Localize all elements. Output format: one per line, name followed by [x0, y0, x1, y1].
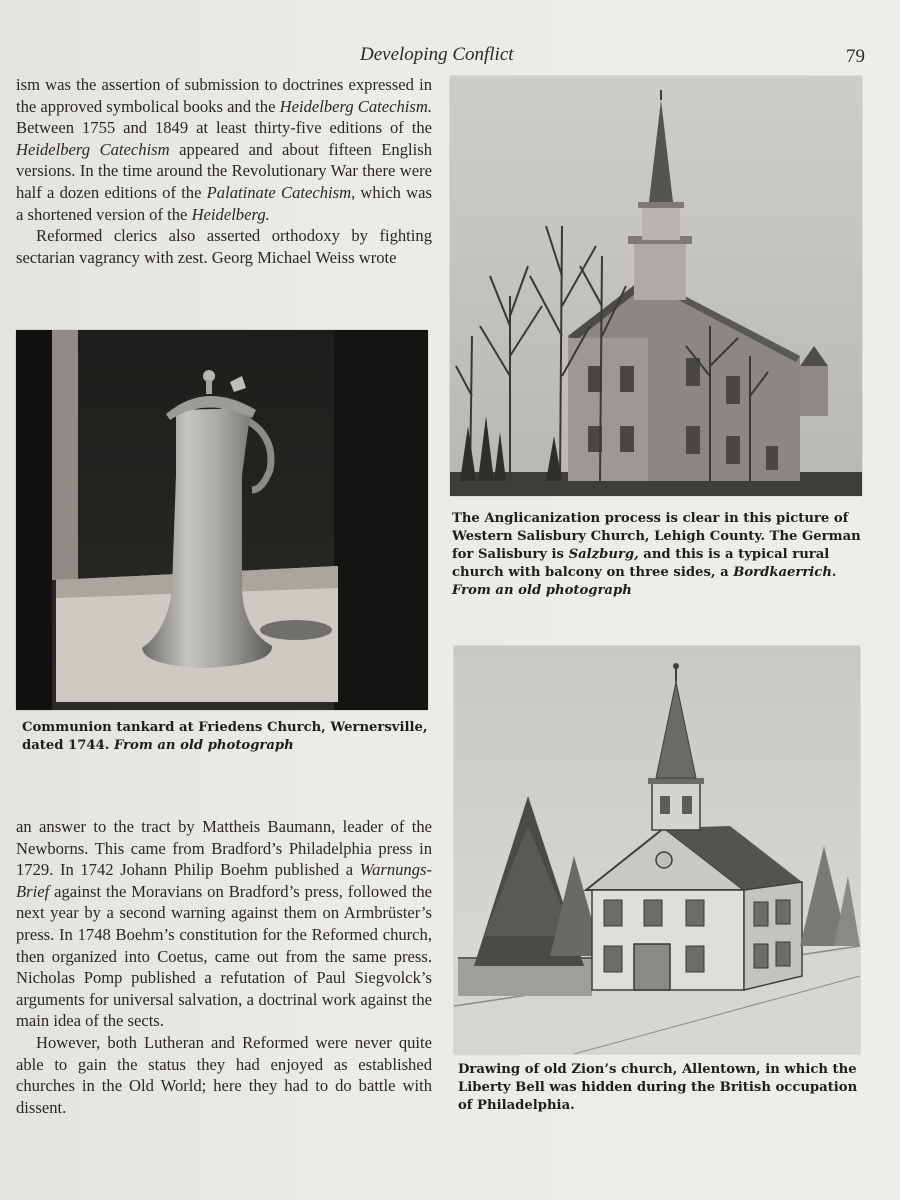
- caption-text: The Anglicanization process is clear in this picture of Western Salisbury Church, Lehigh County. The German for Salisbury is: [452, 511, 861, 562]
- tankard-illustration: [16, 330, 428, 710]
- paragraph: [16, 74, 432, 225]
- caption-source: Bordkaerrich. From an old photograph: [452, 565, 837, 598]
- body-text-bottom: [16, 816, 432, 1118]
- text-run: Between 1755 and 1849 at least thirty-five editions of the: [16, 118, 432, 138]
- body-text-top: [16, 74, 432, 268]
- italic-title: Heidelberg Catechism: [16, 139, 170, 159]
- text-run: which was a shortened version of the: [16, 182, 432, 224]
- caption-italic: Salzburg,: [568, 547, 639, 562]
- caption-source: From an old photograph: [113, 738, 294, 753]
- page-number: 79: [846, 46, 865, 67]
- text-run: against the Moravians on Bradford’s press, followed the next year by a second warning against them on Armbrüster’s press. In 1748 Boehm’s constitution for the Reformed church, then organized into Coetus, came out from the same press. Nicholas Pomp published a refutation of Paul Siegvolck’s arguments for universal salvation, a doctrinal work against the main idea of the sects.: [16, 881, 432, 1031]
- text-run: appeared and about fifteen English versions. In the time around the Revolutionary War there were half a dozen editions of the: [16, 139, 433, 202]
- zion-caption: Drawing of old Zion’s church, Allentown, in which the Liberty Bell was hidden during the British occupation of Philadelphia.: [458, 1062, 858, 1113]
- salisbury-caption: [452, 510, 870, 600]
- tankard-caption: [22, 719, 434, 755]
- salisbury-church-photo: [450, 76, 862, 496]
- caption-text: and this is a typical rural church with balcony on three sides, a: [452, 547, 830, 580]
- zion-church-drawing: [454, 646, 860, 1054]
- paragraph: [16, 816, 432, 1032]
- caption-text: Communion tankard at Friedens Church, Wernersville, dated 1744.: [22, 720, 428, 753]
- paragraph: Reformed clerics also asserted orthodoxy by fighting sectarian vagrancy with zest. Georg Michael Weiss wrote: [16, 226, 432, 267]
- italic-title: Palatinate Catechism,: [206, 182, 356, 202]
- tankard-photo: [16, 330, 428, 710]
- salisbury-church-illustration: [450, 76, 862, 496]
- italic-title: Warnungs-Brief: [16, 860, 432, 901]
- paragraph: However, both Lutheran and Reformed were never quite able to gain the status they had enjoyed as established churches in the Old World; here they had to do battle with dissent.: [16, 1032, 432, 1117]
- text-run: ism was the assertion of submission to doctrines expressed in the approved symbolical books and the: [16, 75, 432, 116]
- italic-title: Heidelberg.: [191, 204, 270, 224]
- running-title: Developing Conflict: [360, 44, 514, 65]
- italic-title: Heidelberg Catechism.: [279, 96, 432, 116]
- zion-church-illustration: [454, 646, 860, 1054]
- text-run: an answer to the tract by Mattheis Baumann, leader of the Newborns. This came from Bradford’s Philadelphia press in 1729. In 1742 Johann Philip Boehm published a: [16, 817, 432, 880]
